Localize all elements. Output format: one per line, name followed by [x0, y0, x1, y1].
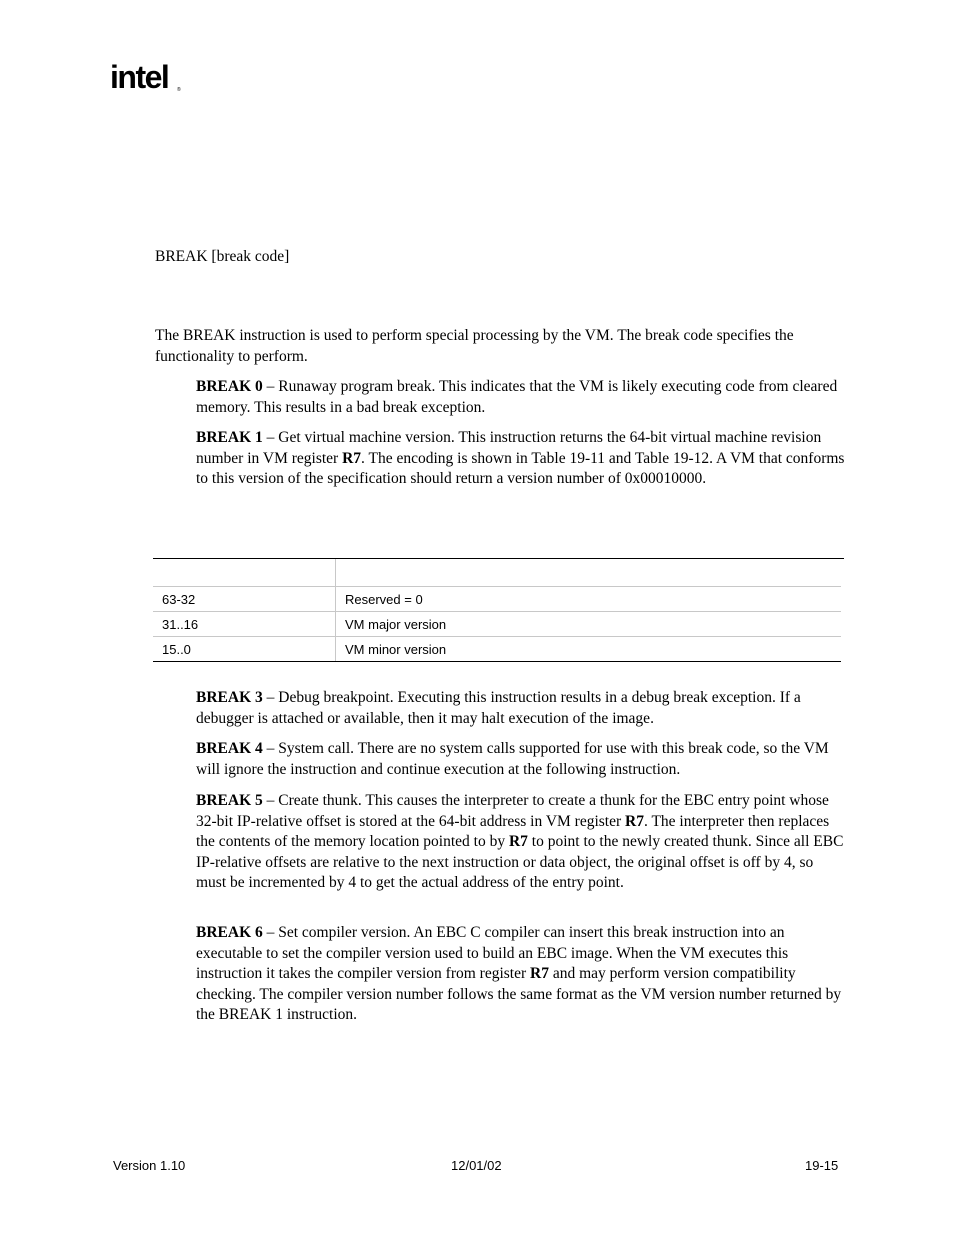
footer-page-number: 19-15	[805, 1158, 839, 1173]
footer-version: Version 1.10	[113, 1158, 186, 1173]
table-header-description	[336, 559, 842, 587]
table-cell-bits: 15..0	[153, 637, 336, 662]
break-1-paragraph	[196, 428, 846, 490]
break-5-text-cont: . The interpreter then replaces the contents of the memory location pointed to by	[196, 812, 830, 851]
register-r7: R7	[625, 812, 644, 830]
break-5-label: BREAK 5	[196, 792, 263, 809]
footer-date: 12/01/02	[451, 1158, 502, 1173]
break-1-label: BREAK 1	[196, 429, 263, 446]
break-6-label: BREAK 6	[196, 924, 263, 941]
table-row	[153, 587, 841, 612]
table-cell-description: Reserved = 0	[336, 587, 842, 612]
break-4-text: – System call. There are no system calls supported for use with this break code, so the VM will ignore the instruction and continue execution at the following instruction.	[196, 740, 829, 778]
break-5-text-end: to point to the newly created thunk. Since all EBC IP-relative offsets are relative to the next instruction or data object, the original offset is off by 4, so must be incremented by 4 to get the actual address of the entry point.	[196, 833, 844, 892]
table-header-row	[153, 559, 841, 587]
break-3-label: BREAK 3	[196, 689, 263, 706]
table-cell-bits: 31..16	[153, 612, 336, 637]
intel-logo	[110, 58, 190, 102]
break-0-label: BREAK 0	[196, 378, 263, 395]
break-4-label: BREAK 4	[196, 740, 263, 757]
break-1-text: – Get virtual machine version. This instruction returns the 64-bit virtual machine revision number in VM register	[196, 429, 822, 467]
table-row	[153, 637, 841, 662]
register-r7: R7	[508, 833, 528, 851]
table-cell-bits: 63-32	[153, 587, 336, 612]
break-3-text: – Debug breakpoint. Executing this instruction results in a debug break exception. If a debugger is attached or available, then it may halt execution of the image.	[196, 689, 801, 727]
break-4-paragraph	[196, 739, 846, 780]
break-5-paragraph	[196, 791, 846, 894]
break-1-text-cont: . The encoding is shown in Table 19-11 and Table 19-12. A VM that conforms to this version of the specification should return a version number of 0x00010000.	[196, 449, 845, 488]
register-r7: R7	[530, 965, 549, 983]
registered-mark: ®	[177, 87, 181, 93]
break-0-paragraph	[196, 377, 846, 418]
instruction-syntax: BREAK [break code]	[155, 248, 290, 265]
table-cell-description: VM major version	[336, 612, 842, 637]
instruction-description: The BREAK instruction is used to perform special processing by the VM. The break code specifies the functionality to perform.	[155, 327, 794, 365]
table-header-bits	[153, 559, 336, 587]
table-row	[153, 612, 841, 637]
break-6-text-cont: and may perform version compatibility checking. The compiler version number follows the same format as the VM version number returned by the BREAK 1 instruction.	[196, 965, 842, 1024]
break-6-paragraph	[196, 923, 846, 1026]
break-6-text: – Set compiler version. An EBC C compiler can insert this break instruction into an executable to set the compiler version used to build an EBC image. When the VM executes this instruction it takes the compiler version from register	[196, 924, 789, 983]
register-r7: R7	[342, 449, 362, 467]
vm-version-table	[153, 558, 844, 662]
break-5-text: – Create thunk. This causes the interpreter to create a thunk for the EBC entry point whose 32-bit IP-relative offset is stored at the 64-bit address in VM register	[196, 792, 829, 830]
break-3-paragraph	[196, 688, 846, 729]
intel-logo-wordmark: intel	[110, 59, 169, 95]
table-cell-description: VM minor version	[336, 637, 842, 662]
break-0-text: – Runaway program break. This indicates that the VM is likely executing code from cleared memory. This results in a bad break exception.	[196, 378, 838, 416]
